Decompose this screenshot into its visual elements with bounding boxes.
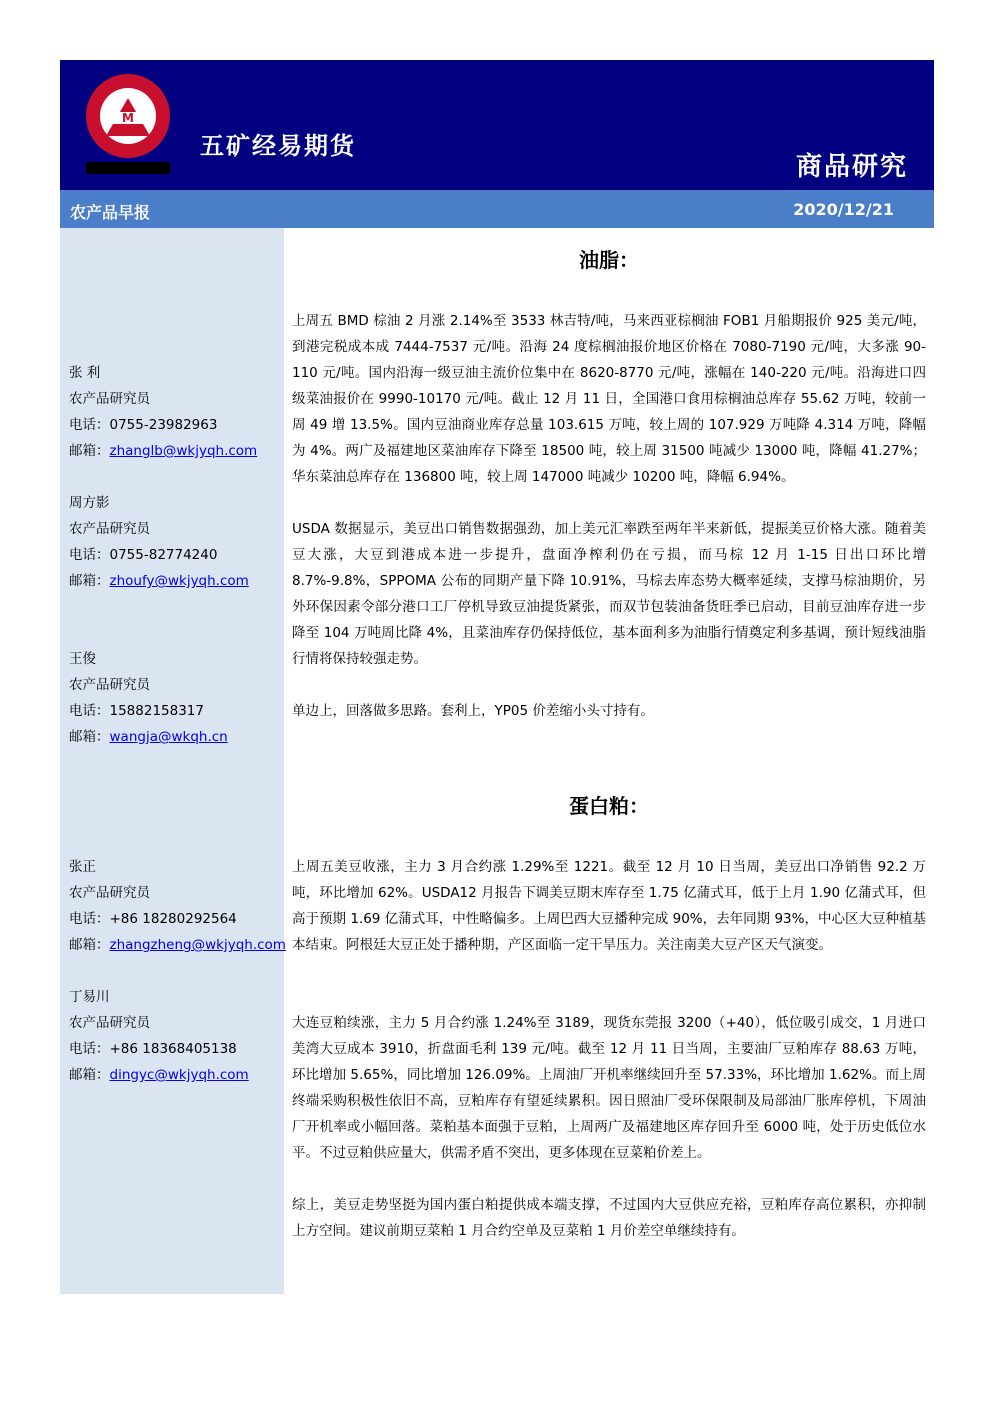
section-title: 商品研究 [795,152,908,182]
contact-title: 农产品研究员 [69,1015,150,1031]
contact-email-link[interactable]: zhangzheng@wkjyqh.com [109,937,286,953]
contact-title: 农产品研究员 [69,885,150,901]
contact-email-link[interactable]: zhoufy@wkjyqh.com [109,573,249,589]
oils-paragraph: USDA 数据显示，美豆出口销售数据强劲，加上美元汇率跌至两年半来新低，提振美豆价格大涨。随着美豆大涨，大豆到港成本进一步提升，盘面净榨利仍在亏损，而马棕 12 月 1-15 日出口环比增 8.7%-9.8%，SPPOMA 公布的同期产量下降 10.91%，马棕去库态势大概率延续，支撑马棕油期价，另外环保因素令部分港口工厂停机导致豆油提货紧张，而双节包装油备货旺季已启动，目前豆油库存进一步降至 104 万吨周比降 4%，且菜油库存仍保持低位，基本面利多为油脂行情奠定利多基调，预计短线油脂行情将保持较强走势。 [292,521,926,667]
company-name: 五矿经易期货 [200,132,356,160]
contact-card [69,490,249,594]
email-label: 邮箱： [69,729,110,745]
oils-paragraph: 上周五 BMD 棕油 2 月涨 2.14%至 3533 林吉特/吨，马来西亚棕榈油 FOB1 月船期报价 925 美元/吨，到港完税成本成 7444-7537 元/吨。沿海 24 度棕榈油报价地区价格在 7080-7190 元/吨，大多涨 90-110 元/吨。国内沿海一级豆油主流价位集中在 8620-8770 元/吨，涨幅在 140-220 元/吨。沿海进口四级菜油报价在 9990-10170 元/吨。截止 12 月 11 日，全国港口食用棕榈油总库存 55.62 万吨，较前一周 49 增 13.5%。国内豆油商业库存总量 103.615 万吨，较上周的 107.929 万吨降 4.314 万吨，降幅为 4%。两广及福建地区菜油库存下降至 18500 吨，较上周 31500 吨减少 13000 吨，降幅 41.27%；华东菜油总库存在 136800 吨，较上周 147000 吨减少 10200 吨，降幅 6.94%。 [292,313,926,485]
meal-paragraph: 上周五美豆收涨，主力 3 月合约涨 1.29%至 1221。截至 12 月 10 日当周，美豆出口净销售 92.2 万吨，环比增加 62%。USDA12 月报告下调美豆期末库存至 1.75 亿蒲式耳，低于上月 1.90 亿蒲式耳，但高于预期 1.69 亿蒲式耳，中性略偏多。上周巴西大豆播种完成 90%，去年同期 93%，中心区大豆种植基本结束。阿根廷大豆正处于播种期，产区面临一定干旱压力。关注南美大豆产区天气演变。 [292,859,926,953]
contact-phone: 电话：+86 18280292564 [69,911,237,927]
contact-card [69,984,249,1088]
page-header [60,60,934,190]
contact-name: 周方影 [69,495,110,511]
contact-name: 张 利 [69,365,101,381]
contact-title: 农产品研究员 [69,521,150,537]
contact-title: 农产品研究员 [69,677,150,693]
contact-phone: 电话：+86 18368405138 [69,1041,237,1057]
contact-card [69,854,286,958]
contact-email-link[interactable]: dingyc@wkjyqh.com [109,1067,249,1083]
contact-name: 张正 [69,859,96,875]
contact-name: 丁易川 [69,989,110,1005]
contact-email-link[interactable]: zhanglb@wkjyqh.com [109,443,258,459]
contact-email-link[interactable]: wangja@wkqh.cn [109,729,228,745]
report-date: 2020/12/21 [793,200,894,219]
report-category: 农产品早报 [70,203,151,222]
email-label: 邮箱： [69,937,110,953]
email-label: 邮箱： [69,443,110,459]
report-subbar [60,190,934,228]
email-label: 邮箱： [69,1067,110,1083]
meal-paragraph: 大连豆粕续涨，主力 5 月合约涨 1.24%至 3189，现货东莞报 3200（+40），低位吸引成交，1 月进口美湾大豆成本 3910，折盘面毛利 139 元/吨。截至 12 月 11 日当周，主要油厂豆粕库存 88.63 万吨，环比增加 5.65%，同比增加 126.09%。上周油厂开机率继续回升至 57.33%，环比增加 1.62%。而上周终端采购积极性依旧不高，豆粕库存有望延续累积。因日照油厂受环保限制及局部油厂胀库停机，下周油厂开机率或小幅回落。菜粕基本面强于豆粕，上周两广及福建地区库存回升至 6000 吨，处于历史低位水平。不过豆粕供应量大，供需矛盾不突出，更多体现在豆菜粕价差上。 [292,1015,926,1161]
contact-card [69,646,228,750]
email-label: 邮箱： [69,573,110,589]
contact-title: 农产品研究员 [69,391,150,407]
svg-text:M: M [122,111,134,125]
oils-paragraph: 单边上，回落做多思路。套利上，YP05 价差缩小头寸持有。 [292,703,654,719]
section-heading-oils: 油脂： [579,248,639,272]
minmetals-logo [82,72,174,176]
meal-paragraph: 综上，美豆走势坚挺为国内蛋白粕提供成本端支撑，不过国内大豆供应充裕，豆粕库存高位累积，亦抑制上方空间。建议前期豆菜粕 1 月合约空单及豆菜粕 1 月价差空单继续持有。 [292,1197,926,1239]
contact-name: 王俊 [69,651,96,667]
contact-phone: 电话：0755-23982963 [69,417,218,433]
contact-card [69,360,257,464]
contact-phone: 电话：15882158317 [69,703,204,719]
contact-phone: 电话：0755-82774240 [69,547,218,563]
section-heading-meal: 蛋白粕： [569,794,649,818]
